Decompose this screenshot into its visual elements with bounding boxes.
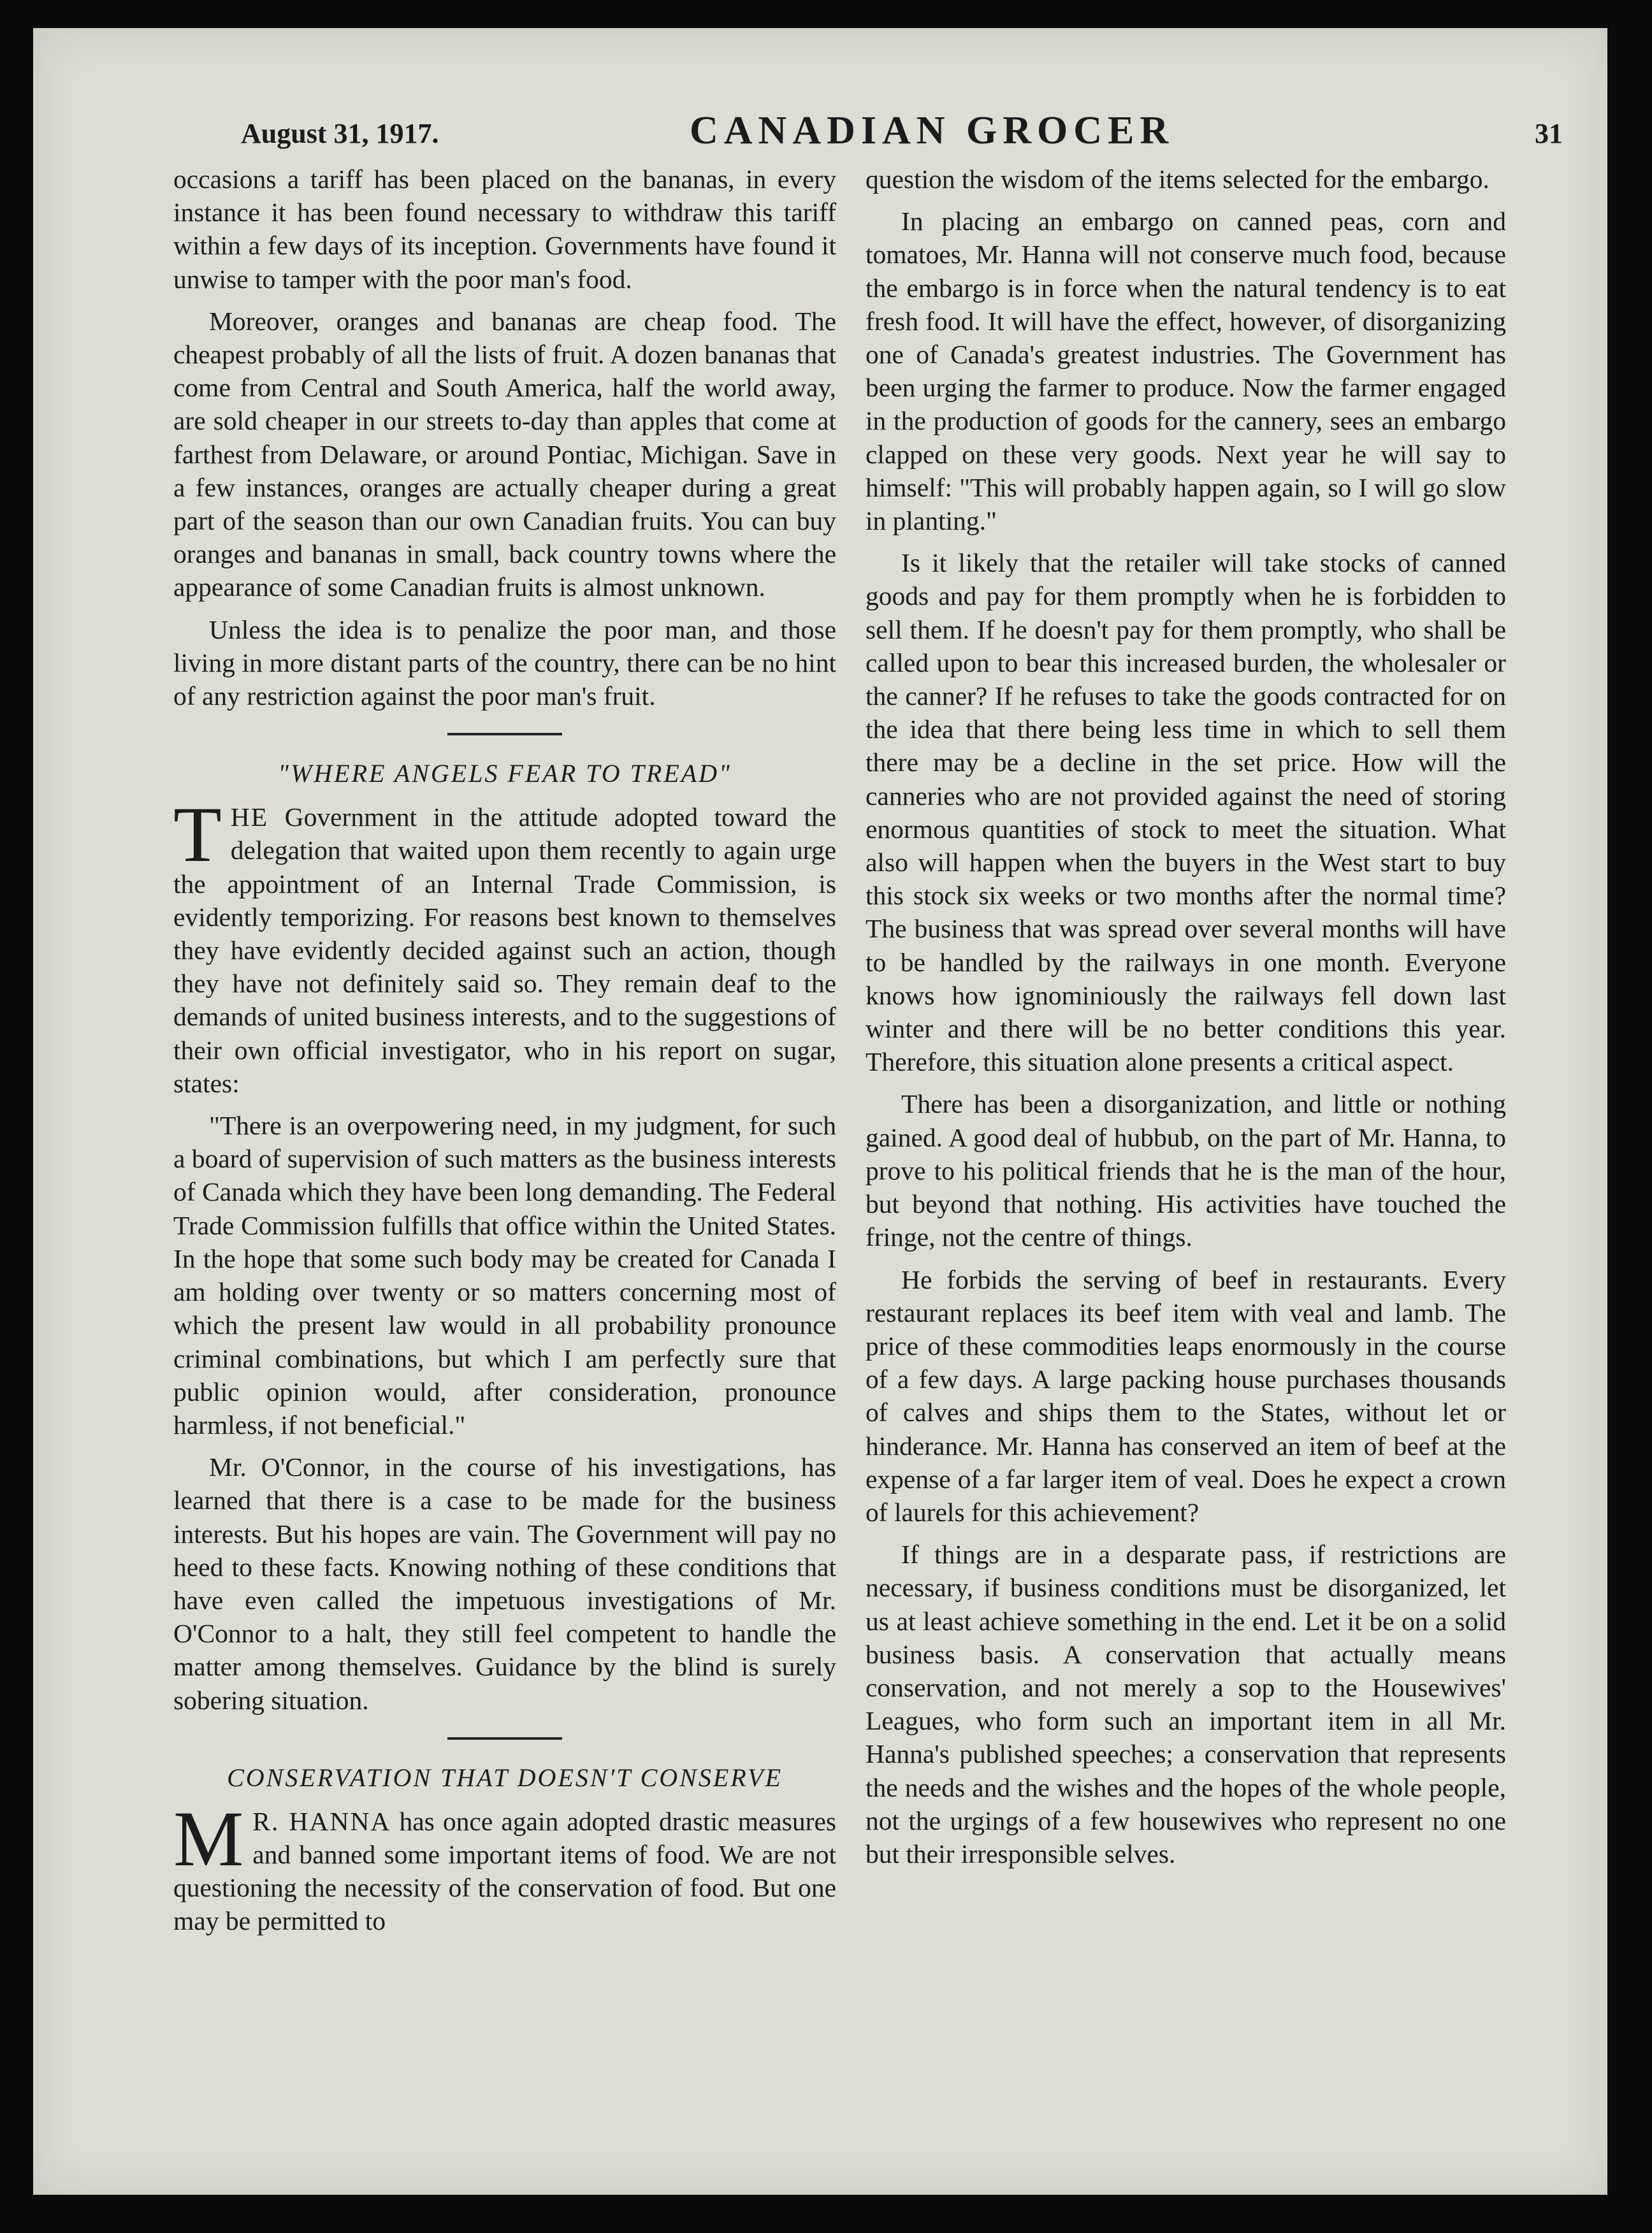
article-lead-paragraph [173, 1795, 837, 1938]
paragraph: If things are in a desparate pass, if restrictions are necessary, if business conditions must be disorganized, let us at least achieve something in the end. Let it be on a solid business basis. A conservation that actually means conservation, and not merely a sop to the Housewives' Leagues, who form such an important item in all Mr. Hanna's published speeches; a conservation that represents the needs and the wishes and the hopes of the whole people, not the urgings of a few housewives who represent no one but their irresponsible selves. [866, 1540, 1506, 1868]
paragraph: Is it likely that the retailer will take stocks of canned goods and pay for them promptly when he is forbidden to sell them. If he doesn't pay for them promptly, who shall be called upon to bear this increased burden, the wholesaler or the canner? If he refuses to take the goods contracted for on the idea that there being less time in which to sell them there may be a decline in the set price. How will the canneries who are not provided against the need of storing enormous quantities of stock to meet the situation. What also will happen when the buyers in the West start to buy this stock six weeks or two months after the normal time? The business that was spread over several months will have to be handled by the railways in one month. Everyone knows how ignominiously the railways fell down last winter and there will be no better conditions this year. Therefore, this situation alone presents a critical aspect. [866, 548, 1506, 1077]
section-divider [447, 733, 562, 735]
left-column [173, 163, 836, 1947]
paragraph: There has been a disorganization, and little or nothing gained. A good deal of hubbub, on the part of Mr. Hanna, to prove to his political friends that he is the man of the hour, but beyond that nothing. His activities have touched the fringe, not the centre of things. [866, 1089, 1506, 1252]
paragraph: Unless the idea is to penalize the poor man, and those living in more distant parts of the country, there can be no hint of any restriction against the poor man's fruit. [173, 614, 836, 711]
section-heading: CONSERVATION THAT DOESN'T CONSERVE [227, 1763, 783, 1792]
page-number: 31 [1535, 118, 1563, 149]
paragraph-text: has once again adopted drastic measures and banned some important items of food. We are not questioning the necessity of the conservation of food. But one may be permitted to [173, 1806, 837, 1936]
drop-cap: M [173, 1795, 244, 1883]
paragraph: Moreover, oranges and bananas are cheap food. The cheapest probably of all the lists of fruit. A dozen bananas that come from Central and South America, half the world away, are sold cheaper in our streets to-day than apples that come at farthest from Delaware, or around Pontiac, Michigan. Save in a few instances, oranges are actually cheaper during a great part of the season than our own Canadian fruits. You can buy oranges and bananas in small, back country towns where the appearance of some Canadian fruits is almost unknown. [173, 306, 836, 602]
page-header [205, 79, 1563, 162]
section-heading: "WHERE ANGELS FEAR TO TREAD" [278, 759, 732, 788]
paragraph: In placing an embargo on canned peas, corn and tomatoes, Mr. Hanna will not conserve much food, because the embargo is in force when the natural tendency is to eat fresh food. It will have the effect, however, of disorganizing one of Canada's greatest industries. The Government has been urging the farmer to produce. Now the farmer engaged in the production of goods for the cannery, sees an embargo clapped on these very goods. Next year he will say to himself: "This will probably happen again, so I will go slow in planting." [866, 206, 1506, 536]
lead-word: HE [230, 802, 269, 832]
article-lead-paragraph [173, 791, 837, 1100]
paragraph: question the wisdom of the items selected for the embargo. [866, 164, 1489, 194]
paragraph-text: Government in the attitude adopted toward the delegation that waited upon them recently to again urge the appointment of an Internal Trade Commission, is evidently temporizing. For reasons best known to themselves they have evidently decided against such an action, though they have not definitely said so. They remain deaf to the demands of united business interests, and to the suggestions of their own official investigator, who in his report on sugar, states: [173, 802, 837, 1098]
paragraph: Mr. O'Connor, in the course of his investigations, has learned that there is a case to be made for the business interests. But his hopes are vain. The Government will pay no heed to these facts. Knowing nothing of these conditions that have even called the impetuous investigations of Mr. O'Connor to a halt, they still feel competent to handle the matter among themselves. Guidance by the blind is surely sobering situation. [173, 1452, 836, 1715]
paragraph: He forbids the serving of beef in restaurants. Every restaurant replaces its beef item with veal and lamb. The price of these commodities leaps enormously in the course of a few days. A large packing house purchases thousands of calves and ships them to the States, without let or hinderance. Mr. Hanna has conserved an item of beef at the expense of a far larger item of veal. Does he expect a crown of laurels for this achievement? [866, 1264, 1506, 1527]
block-quote: "There is an overpowering need, in my judgment, for such a board of supervision of such matters as the business interests of Canada which they have been long demanding. The Federal Trade Commission fulfills that office within the United States. In the hope that some such body may be created for Canada I am holding over twenty or so matters concerning most of which the present law would in all probability pronounce criminal combinations, but which I am perfectly sure that public opinion would, after consideration, pronounce harmless, if not beneficial." [173, 1111, 836, 1440]
issue-date: August 31, 1917. [241, 118, 439, 149]
section-divider [447, 1737, 562, 1740]
paragraph: occasions a tariff has been placed on the bananas, in every instance it has been found necessary to withdraw this tariff within a few days of its inception. Governments have found it unwise to tamper with the poor man's food. [173, 164, 836, 294]
lead-word: R. HANNA [252, 1806, 391, 1836]
drop-cap: T [173, 791, 222, 879]
publication-title: CANADIAN GROCER [690, 109, 1175, 152]
right-column [866, 163, 1506, 1879]
